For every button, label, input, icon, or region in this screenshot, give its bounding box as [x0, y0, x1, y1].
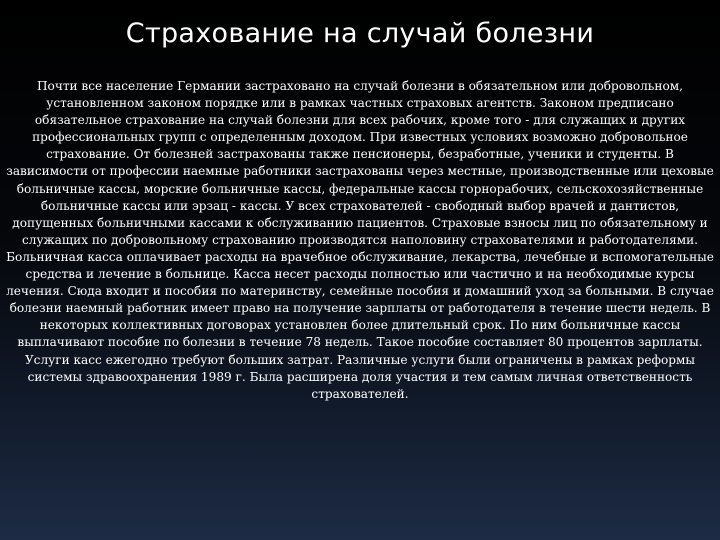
slide-body — [4, 78, 716, 403]
paragraph-fund-costs: Услуги касс ежегодно требуют больших затрат. Различные услуги были ограничены в рамках реформы системы здравоохранения 1989 г. Была расширена доля участия и тем самым личная ответственность страхователей. — [24, 352, 696, 401]
paragraph-sickness-fund-benefits: Больничная касса оплачивает расходы на врачебное обслуживание, лекарства, лечебные и вспомогательные средства и лечение в больнице. Касса несет расходы полностью или частично и на необходимые курсы лечения. Сюда входит и пособия по материнству, семейные пособия и домашний уход за больными. В случае болезни наемный работник имеет право на получение зарплаты от работодателя в течение шести недель. В некоторых коллективных договорах установлен более длительный срок. По ним больничные кассы выплачивают пособие по болезни в течение 78 недель. Такое пособие составляет 80 процентов зарплаты. — [6, 249, 714, 350]
slide-title: Страхование на случай болезни — [125, 18, 595, 49]
paragraph-insurance-coverage: Почти все население Германии застраховано на случай болезни в обязательном или добровольном, установленном законом порядке или в рамках частных страховых агентств. Законом предписано обязательное страхование на случай болезни для всех рабочих, кроме того - для служащих и других профессиональных групп с определенным доходом. При известных условиях возможно добровольное страхование. От болезней застрахованы также пенсионеры, безработные, ученики и студенты. В зависимости от профессии наемные работники застрахованы через местные, производственные или цеховые больничные кассы, морские больничные кассы, федеральные кассы горнорабочих, сельскохозяйственные больничные кассы или эрзац - кассы. У всех страхователей - свободный выбор врачей и дантистов, допущенных больничными кассами к обслуживанию пациентов. Страховые взносы лиц по обязательному и служащих по добровольному страхованию производятся наполовину страхователями и работодателями. — [6, 79, 714, 247]
